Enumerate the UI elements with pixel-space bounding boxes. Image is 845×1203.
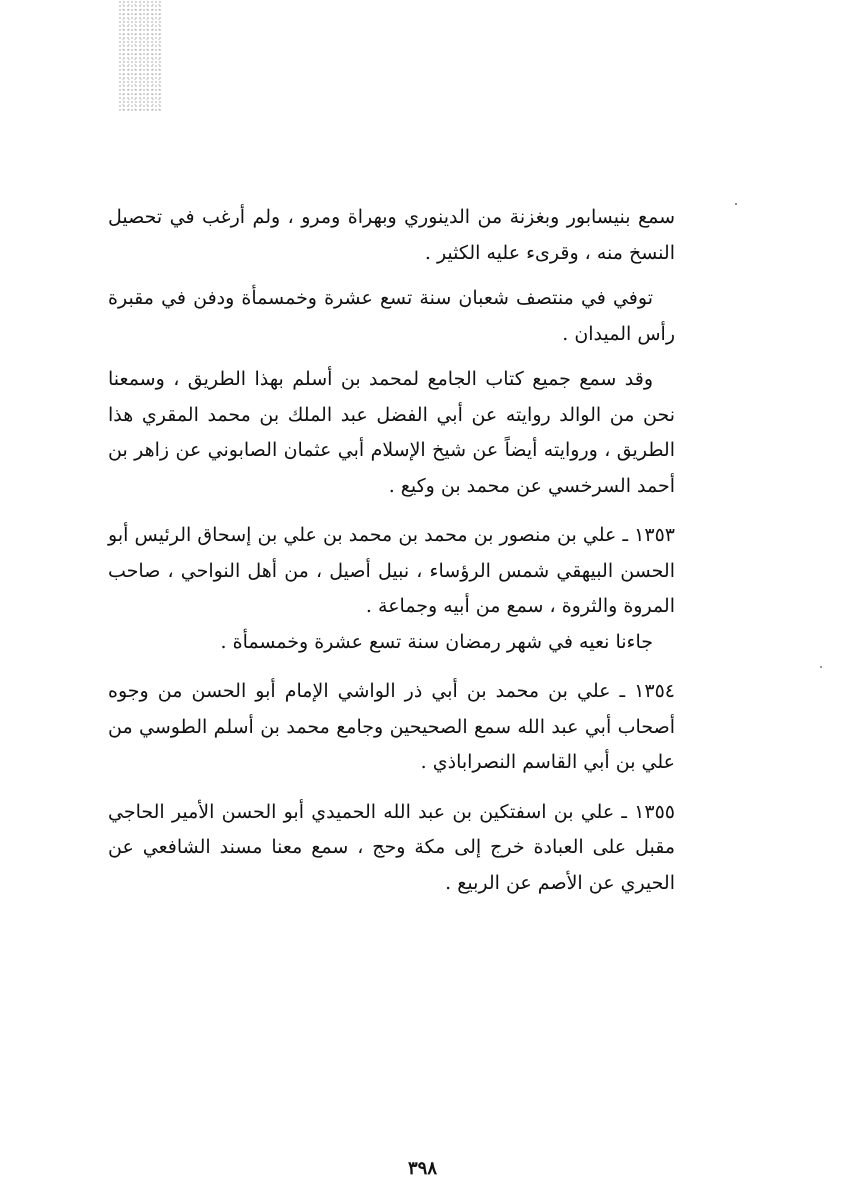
- entry-1355: ١٣٥٥ ـ علي بن اسفتكين بن عبد الله الحميدي أبو الحسن الأمير الحاجي مقبل على العبادة خرج إلى مكة وحج ، سمع معنا مسند الشافعي عن الحيري عن الأصم عن الربيع .: [108, 800, 675, 894]
- page-number: ٣٩٨: [407, 1158, 437, 1179]
- paragraph-death: توفي في منتصف شعبان سنة تسع عشرة وخمسمأة ودفن في مقبرة رأس الميدان .: [108, 287, 675, 345]
- entry-1353: ١٣٥٣ ـ علي بن منصور بن محمد بن محمد بن علي بن إسحاق الرئيس أبو الحسن البيهقي شمس الرؤساء ، نبيل أصيل ، من أهل النواحي ، صاحب المروة والثروة ، سمع من أبيه وجماعة .: [108, 524, 675, 617]
- entry-1354: ١٣٥٤ ـ علي بن محمد بن أبي ذر الواشي الإمام أبو الحسن من وجوه أصحاب أبي عبد الله سمع الصحيحين وجامع محمد بن أسلم الطوسي من علي بن أبي القاسم النصراباذي .: [108, 680, 675, 773]
- page-body: [108, 200, 675, 901]
- scan-speck: [735, 203, 737, 205]
- paragraph-naay: جاءنا نعيه في شهر رمضان سنة تسع عشرة وخمسمأة .: [220, 630, 653, 653]
- paragraph-jami: وقد سمع جميع كتاب الجامع لمحمد بن أسلم بهذا الطريق ، وسمعنا نحن من الوالد روايته عن أبي الفضل عبد الملك بن محمد المقري هذا الطريق ، وروايته أيضاً عن شيخ الإسلام أبي عثمان الصابوني عن زاهر بن أحمد السرخسي عن محمد بن وكيع .: [108, 368, 675, 497]
- paragraph-sama: سمع بنيسابور وبغزنة من الدينوري وبهراة ومرو ، ولم أرغب في تحصيل النسخ منه ، وقرىء عليه الكثير .: [108, 206, 675, 264]
- scan-artifact: [118, 0, 162, 112]
- scan-speck: [820, 666, 822, 668]
